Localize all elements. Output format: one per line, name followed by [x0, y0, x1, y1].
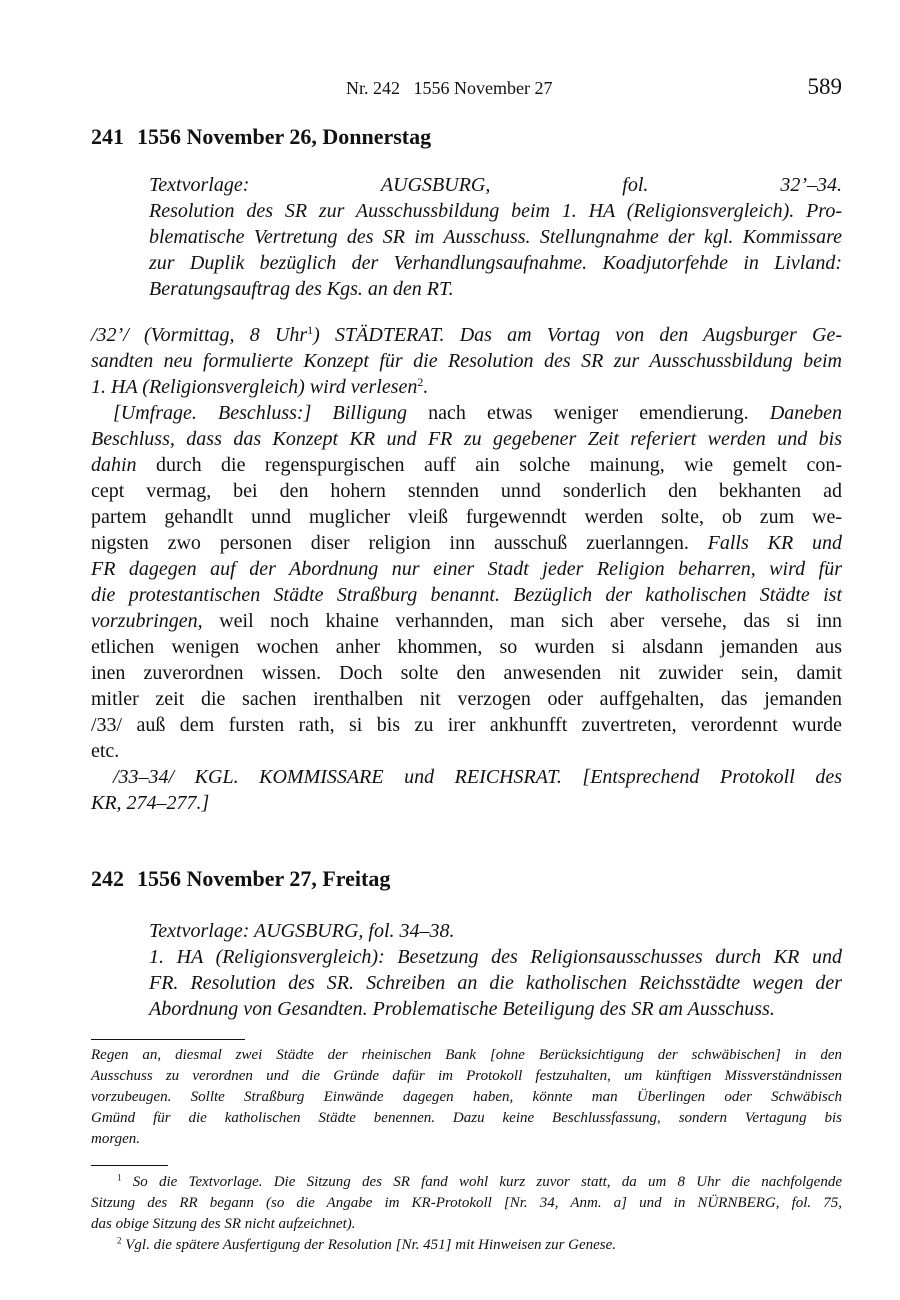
text-run: nigsten zwo personen diser religion inn ausschuß zuerlanngen. [91, 532, 708, 554]
text-line [91, 582, 842, 608]
text-run: So die Textvorlage. Die Sitzung des SR fand wohl kurz zuvor statt, da um 8 Uhr die nachfolgende [121, 1174, 842, 1190]
text-line [91, 764, 842, 790]
regest-242 [149, 918, 842, 1022]
footnote-marker: 2 [417, 374, 424, 389]
text-run: 1. HA (Religionsvergleich) wird verlesen [91, 376, 418, 398]
protocol-text-241 [91, 322, 842, 816]
text-line [91, 1066, 842, 1087]
text-run: KR, 274–277.] [91, 792, 210, 814]
entry-title: 1556 November 27, Freitag [137, 866, 391, 891]
text-run: Falls KR und [707, 532, 842, 554]
text-run: /33/ auß dem fursten rath, si bis zu irer ankhunfft zuvertreten, verordennt wurde [91, 714, 842, 736]
text-run: die protestantischen Städte Straßburg benannt. Bezüglich der katholischen Städte ist [91, 584, 842, 606]
text-line [91, 530, 842, 556]
text-run: . [423, 376, 429, 398]
text-run: Daneben [769, 402, 843, 424]
text-run: FR dagegen auf der Abordnung nur einer Stadt jeder Religion beharren, wird für [91, 558, 842, 580]
text-line [149, 198, 842, 224]
divider [91, 1039, 245, 1040]
text-run: [Umfrage. Beschluss:] Billigung [113, 402, 407, 424]
text-line [91, 1108, 842, 1129]
text-line [91, 1193, 842, 1214]
text-run: etlichen wenigen wochen anher khommen, so wurden si alsdann jemanden aus [91, 636, 842, 658]
text-run: weil noch khaine verhannden, man sich aber versehe, das si inn [202, 610, 842, 632]
text-run: Vgl. die spätere Ausfertigung der Resolution [Nr. 451] mit Hinweisen zur Genese. [121, 1237, 617, 1253]
text-run: dahin [91, 454, 137, 476]
text-line [91, 1129, 842, 1150]
footnote-marker: 2 [117, 1235, 122, 1246]
text-run: 1. HA (Religionsvergleich): Besetzung des Religionsausschusses durch KR und [149, 946, 842, 968]
text-run: vorzubeugen. Sollte Straßburg Einwände dagegen haben, könnte man Überlingen oder Schwäbisch [91, 1089, 842, 1105]
text-line [91, 790, 842, 816]
text-line [91, 660, 842, 686]
text-line [91, 1172, 842, 1193]
text-run: FR. Resolution des SR. Schreiben an die katholischen Reichsstädte wegen der [149, 972, 842, 994]
footnote-marker: 1 [117, 1172, 122, 1183]
text-line [91, 504, 842, 530]
text-line [149, 172, 842, 198]
text-line [91, 1087, 842, 1108]
text-line [149, 276, 842, 302]
text-run: ) STÄDTERAT. Das am Vortag von den Augsburger Ge- [313, 324, 842, 346]
text-run: inen zuverordnen wissen. Doch solte den anwesenden nit zuwider sein, damit [91, 662, 842, 684]
text-run: mitler zeit die sachen irenthalben nit verzogen oder auffgehalten, das jemanden [91, 688, 842, 710]
text-run: Beschluss, dass das Konzept KR und FR zu gegebener Zeit referiert werden und bis [91, 428, 842, 450]
text-run: morgen. [91, 1131, 141, 1147]
text-line [91, 608, 842, 634]
text-line [149, 224, 842, 250]
text-line [91, 738, 842, 764]
text-line [91, 400, 842, 426]
text-run: das obige Sitzung des SR nicht aufzeichnet). [91, 1216, 356, 1232]
text-run: /32’/ (Vormittag, 8 Uhr [91, 324, 308, 346]
text-run: Resolution des SR zur Ausschussbildung beim 1. HA (Religionsvergleich). Pro- [149, 200, 842, 222]
footnote-marker: 1 [307, 322, 314, 337]
text-run: blematische Vertretung des SR im Ausschuss. Stellungnahme der kgl. Kommissare [149, 226, 842, 248]
entry-heading-241 [91, 124, 431, 150]
text-line [91, 1235, 842, 1256]
entry-number: 242 [91, 866, 124, 891]
text-run: Textvorlage: AUGSBURG, fol. 34–38. [149, 920, 455, 942]
text-run: Gmünd für die katholischen Städte benennen. Dazu keine Beschlussfassung, sondern Vertagung bis [91, 1110, 842, 1126]
text-run: Ausschuss zu verordnen und die Gründe dafür im Protokoll festzuhalten, um künftigen Missverständnissen [91, 1068, 842, 1084]
text-line [91, 1214, 842, 1235]
text-line [91, 322, 842, 348]
text-run: Textvorlage: AUGSBURG, fol. 32’–34. [149, 174, 842, 196]
text-run: partem gehandlt unnd muglicher vleiß furgewenndt werden solte, ob zum we- [91, 506, 842, 528]
entry-heading-242 [91, 866, 390, 892]
text-line [91, 712, 842, 738]
text-line [149, 996, 842, 1022]
entry-number: 241 [91, 124, 124, 149]
regest-241 [149, 172, 842, 302]
text-run: nach etwas weniger emendierung. [406, 402, 770, 424]
text-run: durch die regenspurgischen auff ain solche mainung, wie gemelt con- [136, 454, 842, 476]
text-line [149, 918, 842, 944]
text-run: /33–34/ KGL. KOMMISSARE und REICHSRAT. [Entsprechend Protokoll des [113, 766, 842, 788]
text-line [91, 556, 842, 582]
text-run: Abordnung von Gesandten. Problematische Beteiligung des SR am Ausschuss. [149, 998, 775, 1020]
text-line [91, 686, 842, 712]
text-run: Sitzung des RR begann (so die Angabe im KR-Protokoll [Nr. 34, Anm. a] und in NÜRNBERG, fol. 75, [91, 1195, 842, 1211]
text-line [91, 426, 842, 452]
text-line [91, 374, 842, 400]
text-run: Beratungsauftrag des Kgs. an den RT. [149, 278, 454, 300]
text-line [91, 348, 842, 374]
text-line [149, 970, 842, 996]
text-run: zur Duplik bezüglich der Verhandlungsaufnahme. Koadjutorfehde in Livland: [149, 252, 842, 274]
text-line [91, 634, 842, 660]
text-run: vorzubringen, [91, 610, 203, 632]
entry-title: 1556 November 26, Donnerstag [137, 124, 432, 149]
text-line [149, 944, 842, 970]
text-line [149, 250, 842, 276]
footnote-divider [91, 1165, 168, 1166]
footnotes [91, 1172, 842, 1256]
text-line [91, 1045, 842, 1066]
text-line [91, 478, 842, 504]
page-number: 589 [807, 74, 842, 99]
text-line [91, 452, 842, 478]
text-run: etc. [91, 740, 120, 762]
text-run: cept vermag, bei den hohern stennden unnd sonderlich den bekhanten ad [91, 480, 842, 502]
running-head: Nr. 242 1556 November 27 [346, 78, 553, 98]
text-run: Regen an, diesmal zwei Städte der rheinischen Bank [ohne Berücksichtigung der schwäbischen] in den [91, 1047, 842, 1063]
regest-continuation [91, 1045, 842, 1150]
text-run: sandten neu formulierte Konzept für die Resolution des SR zur Ausschussbildung beim [91, 350, 842, 372]
